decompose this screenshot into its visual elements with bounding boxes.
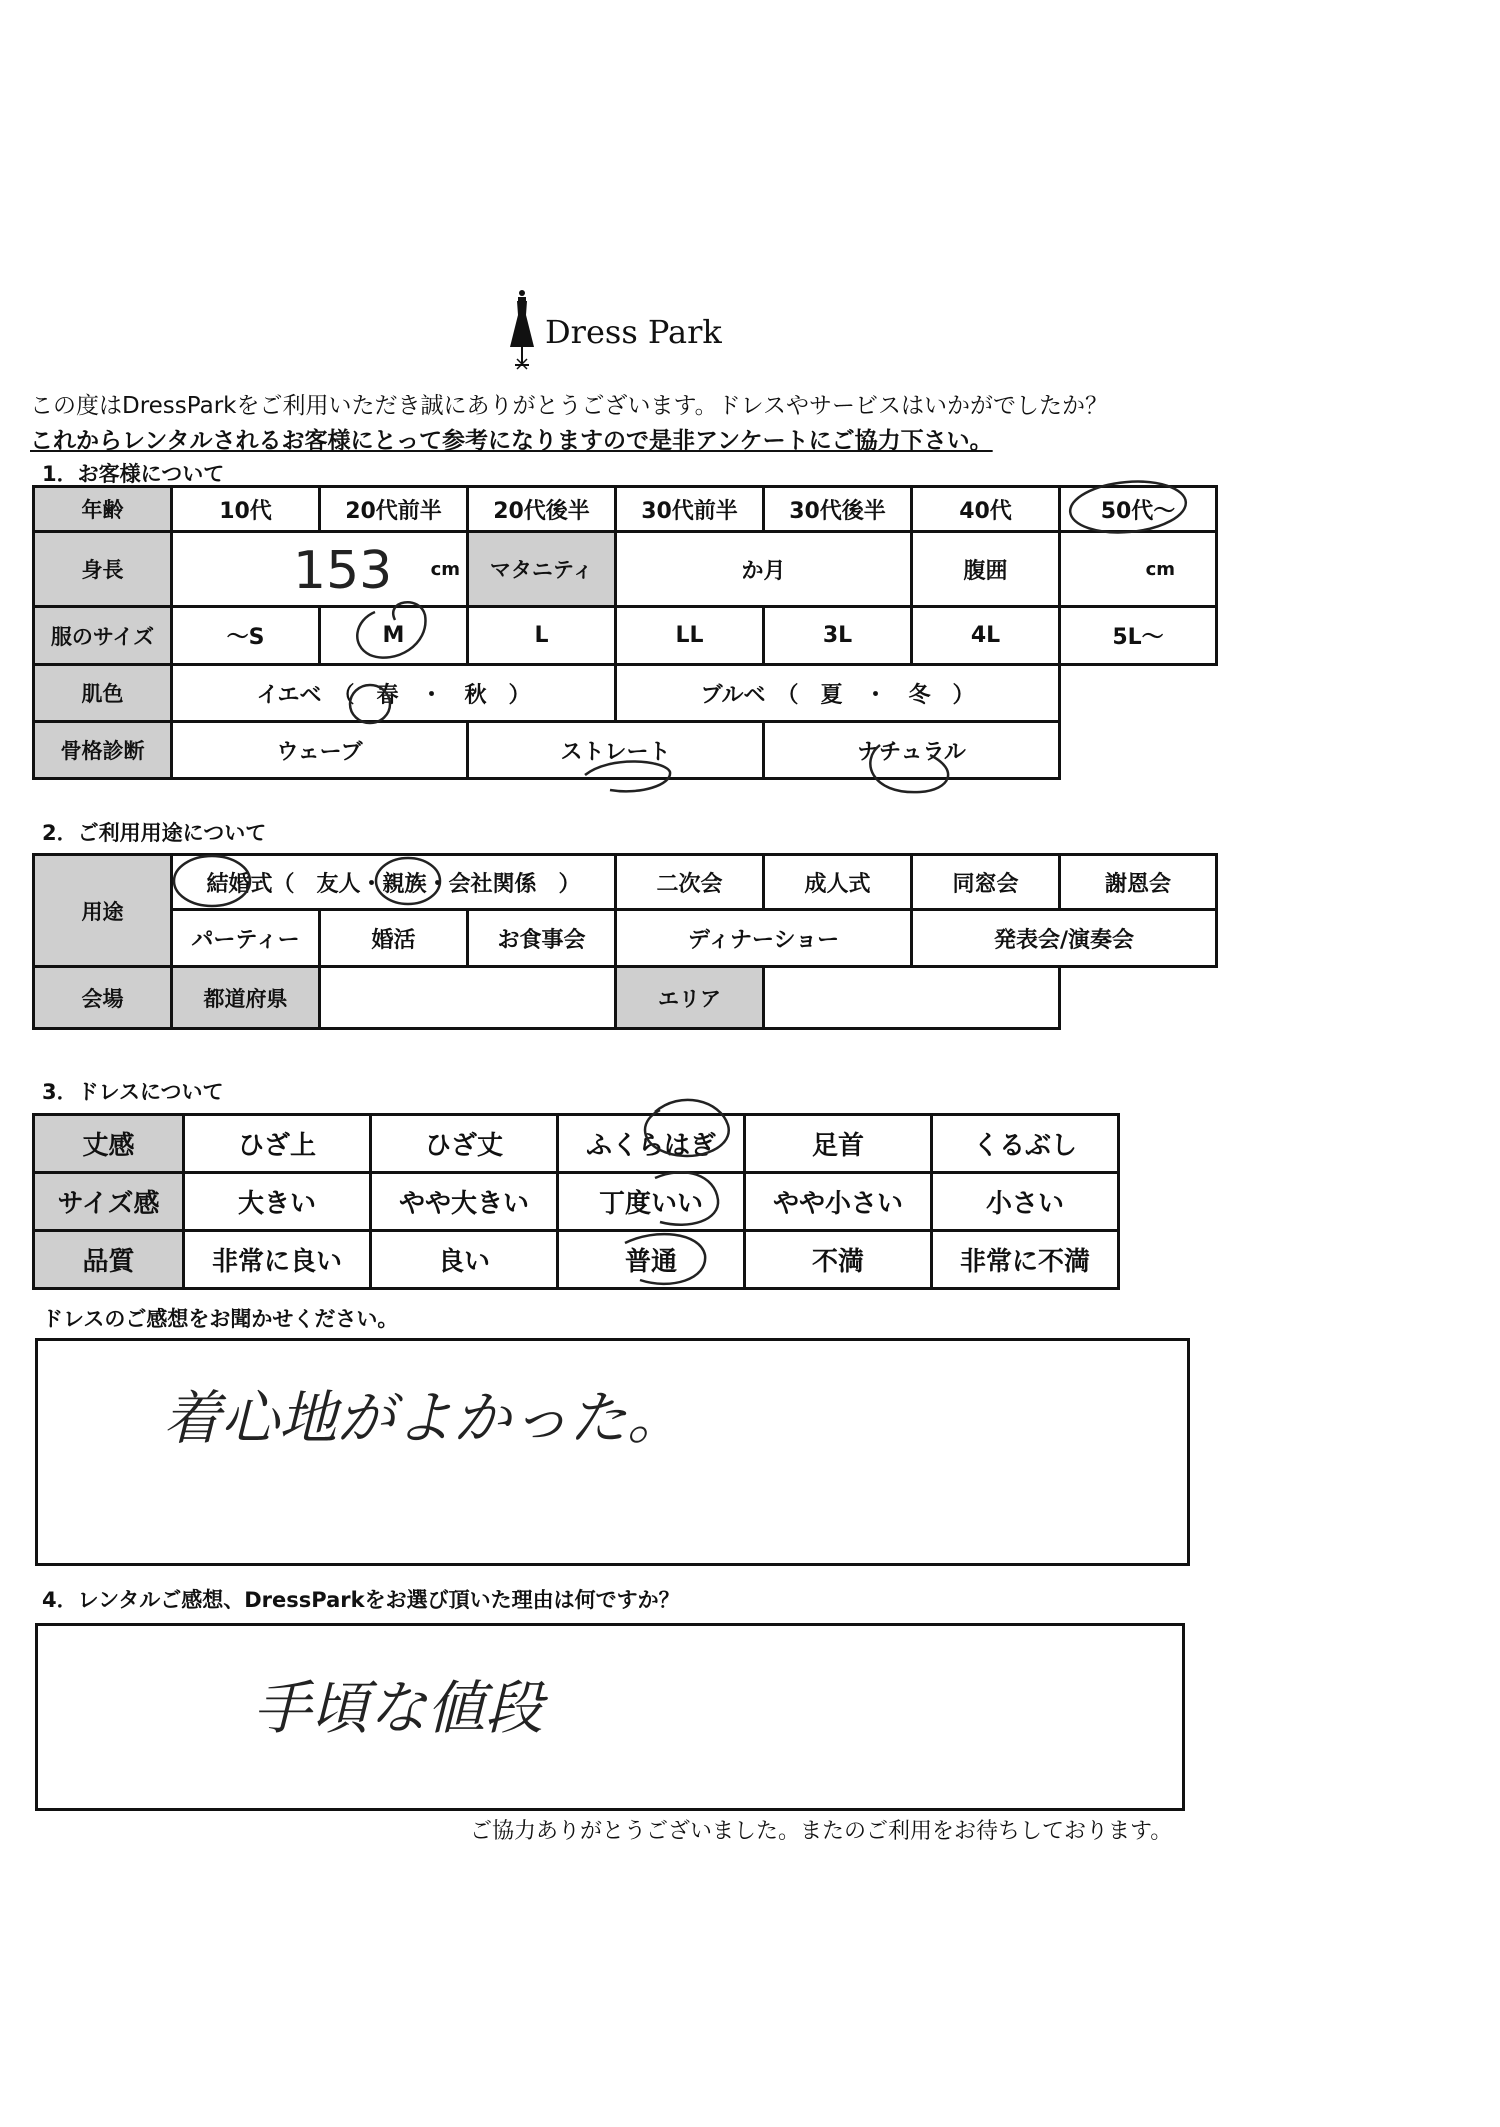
age-option[interactable]: 40代 <box>912 487 1060 532</box>
height-field[interactable] <box>172 532 468 607</box>
purpose-option[interactable]: お食事会 <box>468 910 616 967</box>
age-label: 年齢 <box>34 487 172 532</box>
purpose-label: 用途 <box>34 855 172 967</box>
fit-option-selected[interactable]: 丁度いい <box>558 1173 745 1231</box>
section-4-title: 4．レンタルご感想、DressParkをお選び頂いた理由は何ですか？ <box>42 1588 680 1612</box>
waist-label: 腹囲 <box>912 532 1060 607</box>
purpose-option[interactable]: 謝恩会 <box>1060 855 1217 910</box>
size-option-selected[interactable]: M <box>320 607 468 665</box>
rental-comment-box[interactable] <box>35 1623 1185 1811</box>
size-option[interactable]: ～S <box>172 607 320 665</box>
section-3-title: 3．ドレスについて <box>42 1080 224 1104</box>
purpose-option[interactable]: 発表会/演奏会 <box>912 910 1217 967</box>
dress-icon <box>505 285 539 375</box>
fit-option[interactable]: 小さい <box>932 1173 1119 1231</box>
section-1-title: 1．お客様について <box>42 462 225 486</box>
dress-comment-box[interactable] <box>35 1338 1190 1566</box>
frame-label: 骨格診断 <box>34 722 172 779</box>
dress-comment-prompt: ドレスのご感想をお聞かせください。 <box>42 1307 399 1331</box>
purpose-wedding-selected[interactable]: 結婚式（ 友人・親族・会社関係 ） <box>172 855 616 910</box>
skin-row <box>34 665 1217 722</box>
quality-label: 品質 <box>34 1231 184 1289</box>
length-option-selected[interactable]: ふくらはぎ <box>558 1115 745 1173</box>
size-label: 服のサイズ <box>34 607 172 665</box>
age-option-selected[interactable]: 50代～ <box>1060 487 1217 532</box>
prefecture-field[interactable] <box>320 967 616 1029</box>
prefecture-label: 都道府県 <box>172 967 320 1029</box>
size-option[interactable]: 3L <box>764 607 912 665</box>
section-2-title: 2．ご利用用途について <box>42 821 267 845</box>
size-option[interactable]: 5L～ <box>1060 607 1217 665</box>
age-option[interactable]: 30代前半 <box>616 487 764 532</box>
height-row <box>34 532 1217 607</box>
frame-option-selected[interactable]: ナチュラル <box>764 722 1060 779</box>
empty-cell <box>1060 665 1217 722</box>
purpose-option[interactable]: 婚活 <box>320 910 468 967</box>
skin-label: 肌色 <box>34 665 172 722</box>
month-unit: か月 <box>741 558 786 584</box>
purpose-option[interactable]: 成人式 <box>764 855 912 910</box>
frame-option[interactable]: ウェーブ <box>172 722 468 779</box>
length-label: 丈感 <box>34 1115 184 1173</box>
purpose-option[interactable]: ディナーショー <box>616 910 912 967</box>
quality-option[interactable]: 不満 <box>745 1231 932 1289</box>
length-option[interactable]: ひざ丈 <box>371 1115 558 1173</box>
intro-line-2: これからレンタルされるお客様にとって参考になりますので是非アンケートにご協力下さい。 <box>30 428 993 454</box>
length-option[interactable]: 足首 <box>745 1115 932 1173</box>
age-option[interactable]: 20代前半 <box>320 487 468 532</box>
rental-comment-text: 手頃な値段 <box>253 1674 544 1742</box>
purpose-option[interactable]: 同窓会 <box>912 855 1060 910</box>
fit-option[interactable]: 大きい <box>184 1173 371 1231</box>
purpose-option[interactable]: 二次会 <box>616 855 764 910</box>
length-option[interactable]: ひざ上 <box>184 1115 371 1173</box>
height-label: 身長 <box>34 532 172 607</box>
quality-option[interactable]: 非常に良い <box>184 1231 371 1289</box>
customer-table <box>32 485 1218 780</box>
size-option[interactable]: 4L <box>912 607 1060 665</box>
frame-row <box>34 722 1217 779</box>
brand-logo <box>505 285 745 375</box>
area-label: エリア <box>616 967 764 1029</box>
frame-option-selected[interactable]: ストレート <box>468 722 764 779</box>
quality-option[interactable]: 非常に不満 <box>932 1231 1119 1289</box>
skin-yellow-base[interactable]: イエベ （ 春 ・ 秋 ） <box>172 665 616 722</box>
fit-option[interactable]: やや小さい <box>745 1173 932 1231</box>
size-row <box>34 607 1217 665</box>
fit-option[interactable]: やや大きい <box>371 1173 558 1231</box>
closing-message: ご協力ありがとうございました。またのご利用をお待ちしております。 <box>470 1819 1173 1844</box>
dress-table <box>32 1113 1120 1290</box>
size-option[interactable]: LL <box>616 607 764 665</box>
waist-unit[interactable]: cm <box>1060 532 1217 607</box>
length-option[interactable]: くるぶし <box>932 1115 1119 1173</box>
age-option[interactable]: 10代 <box>172 487 320 532</box>
empty-cell <box>1060 722 1217 779</box>
age-option[interactable]: 20代後半 <box>468 487 616 532</box>
brand-name: Dress Park <box>545 313 722 351</box>
skin-blue-base[interactable]: ブルベ （ 夏 ・ 冬 ） <box>616 665 1060 722</box>
purpose-option[interactable]: パーティー <box>172 910 320 967</box>
purpose-table <box>32 853 1218 1030</box>
height-unit: cm <box>430 558 460 580</box>
height-value: 153 <box>293 541 393 601</box>
area-field[interactable] <box>764 967 1060 1029</box>
venue-label: 会場 <box>34 967 172 1029</box>
quality-option-selected[interactable]: 普通 <box>558 1231 745 1289</box>
intro-line-1: この度はDressParkをご利用いただき誠にありがとうございます。ドレスやサービスはいかがでしたか？ <box>30 393 1108 419</box>
age-row <box>34 487 1217 532</box>
age-option[interactable]: 30代後半 <box>764 487 912 532</box>
empty-cell <box>1060 967 1217 1029</box>
fit-label: サイズ感 <box>34 1173 184 1231</box>
maternity-field[interactable] <box>616 532 912 607</box>
size-option[interactable]: L <box>468 607 616 665</box>
quality-option[interactable]: 良い <box>371 1231 558 1289</box>
maternity-label: マタニティ <box>468 532 616 607</box>
dress-comment-text: 着心地がよかった。 <box>163 1384 686 1452</box>
